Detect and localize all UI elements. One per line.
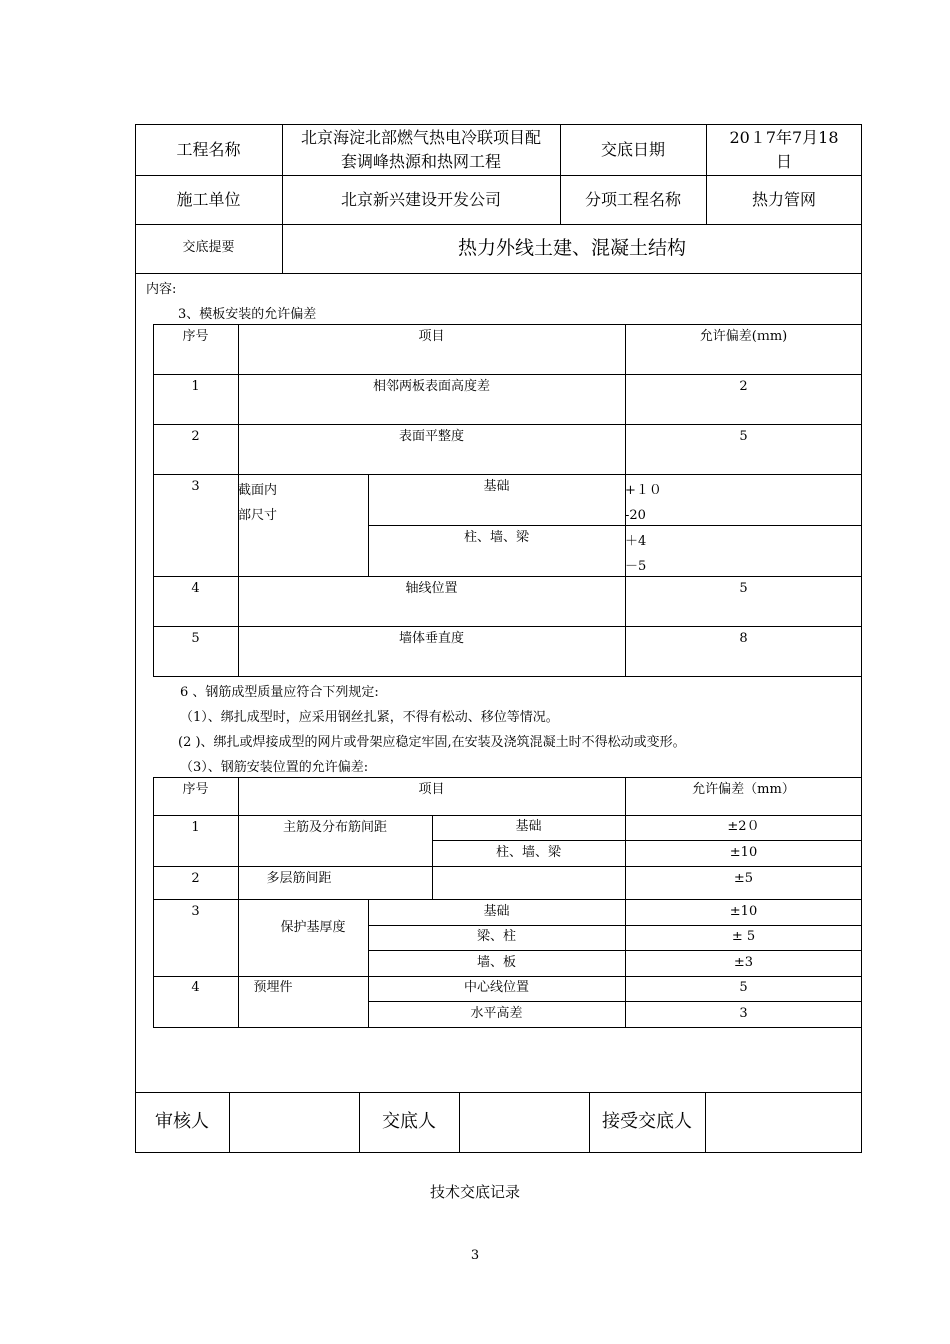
table1-sub-value-line2: -20 [625,508,646,523]
contractor-label: 施工单位 [176,189,241,209]
project-name-line2: 套调峰热源和热网工程 [340,151,501,171]
table1-row-value: 5 [739,429,748,444]
table1-border [153,676,862,677]
table2-group-label: 多层筋间距 [266,871,332,887]
date-line2: 日 [775,151,792,171]
table2-sub-value: ± 5 [731,929,756,945]
summary-value: 热力外线土建、混凝土结构 [457,236,686,259]
table1-group-line1: 截面内 [238,483,278,498]
table2-sub-item: 中心线位置 [463,980,529,996]
discloser-signature-field[interactable] [459,1092,589,1153]
table2-row-no: 2 [191,871,200,887]
sub-project-label: 分项工程名称 [584,189,681,209]
table1-row-value: 8 [739,631,748,646]
project-name-label: 工程名称 [176,139,241,159]
content-label: 内容: [146,282,177,297]
table1-border [153,324,862,325]
table2-border [153,777,862,778]
sub-project-value: 热力管网 [751,189,816,209]
table2-border [153,1027,862,1028]
table1-row-item: 表面平整度 [398,429,464,444]
table2-sub-value: ±3 [733,954,754,970]
table1-row-item: 轴线位置 [405,581,458,596]
table1-sub-item: 基础 [483,479,510,494]
table2-row-no: 1 [191,820,200,835]
table1-row-line [153,626,862,627]
table2-group-label: 预埋件 [253,980,293,996]
date-line1: 20１7年7月18 [729,128,839,148]
table1-sub-value [625,529,862,575]
rule-item-1: （1）、绑扎成型时，应采用钢丝扎紧，不得有松动、移位等情况。 [180,710,559,725]
table2-sub-item: 水平高差 [470,1005,523,1021]
table1-group-label [238,478,368,574]
table1-row-line [153,576,862,577]
table2-row-value: ±5 [733,871,754,887]
table1-row-no: 5 [191,631,200,646]
section6-title: 6 、钢筋成型质量应符合下列规定: [180,685,379,700]
header-row-divider [135,273,862,274]
receiver-signature-field[interactable] [705,1092,862,1153]
rule-item-2: (2 )、绑扎或焊接成型的网片或骨架应稳定牢固,在安装及浇筑混凝土时不得松动或变形。 [178,735,686,750]
section3-title: 3、模板安装的允许偏差 [178,307,317,322]
table2-header-tolerance: 允许偏差（mm） [692,782,795,797]
page-number: 3 [470,1248,480,1263]
table2-row-no: 3 [191,904,200,919]
table2-row-no: 4 [191,980,200,996]
table2-sub-value: 3 [739,1005,748,1021]
table1-group-line2: 部尺寸 [238,508,278,523]
table1-sub-item: 柱、墙、梁 [463,530,529,545]
table2-sub-item: 基础 [483,903,510,919]
summary-label: 交底提要 [182,240,235,256]
table1-header-no: 序号 [182,329,209,344]
table2-sub-value: ±10 [729,903,758,919]
table1-row-no: 2 [191,429,200,444]
table1-row-value: 2 [739,379,748,394]
table2-sub-value: ±2０ [727,819,760,835]
table1-header-tolerance: 允许偏差(ｍm) [699,329,788,344]
table1-row-no: 3 [191,479,200,494]
table1-row-value: 5 [739,581,748,596]
table2-sub-item: 墙、板 [476,954,516,970]
document-title: 技术交底记录 [429,1183,520,1201]
table2-sub-item: 梁、柱 [476,929,516,945]
table1-row-no: 4 [191,581,200,596]
date-value [706,124,862,175]
contractor-value: 北京新兴建设开发公司 [340,189,501,209]
table1-sub-value-line1: ＋4 [625,534,647,549]
table2-sub-value: ±10 [729,844,758,860]
date-label: 交底日期 [600,139,665,159]
table1-row-line [153,474,862,475]
table2-sub-item: 柱、墙、梁 [495,844,561,860]
table1-row-line [153,424,862,425]
table1-row-no: 1 [191,379,200,394]
reviewer-label: 审核人 [155,1111,209,1133]
table2-sub-value: 5 [739,980,748,996]
reviewer-signature-field[interactable] [229,1092,359,1153]
project-name-value [282,124,560,175]
table1-row-item: 墙体垂直度 [398,631,464,646]
table1-sub-value-line2: －5 [625,559,647,574]
table2-group-label: 主筋及分布筋间距 [282,820,387,835]
discloser-label: 交底人 [382,1111,436,1133]
rule-item-3: （3）、钢筋安装位置的允许偏差: [180,760,369,775]
receiver-label: 接受交底人 [602,1111,692,1133]
table2-sub-item: 基础 [515,819,542,835]
table1-header-item: 项目 [418,329,445,344]
project-name-line1: 北京海淀北部燃气热电冷联项目配 [300,128,541,148]
table1-row-line [368,525,862,526]
table1-sub-value-line1: +１０ [625,483,662,498]
table1-row-line [153,374,862,375]
table2-group-label: 保护基厚度 [280,919,346,935]
table2-header-no: 序号 [182,782,209,797]
table1-row-item: 相邻两板表面高度差 [372,379,490,394]
table2-header-item: 项目 [418,782,445,797]
table1-sub-value [625,478,862,524]
